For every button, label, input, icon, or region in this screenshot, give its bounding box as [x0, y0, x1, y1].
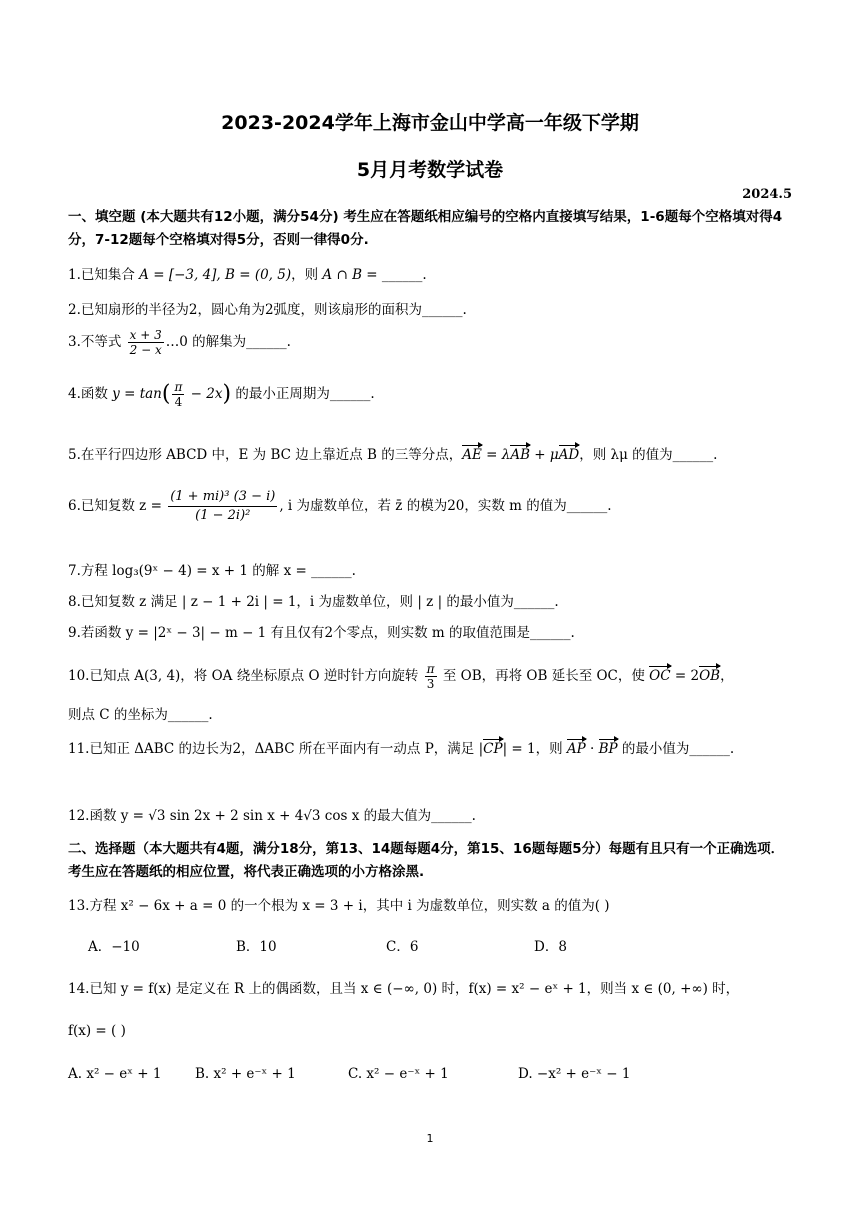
section1-heading: 一、填空题 (本大题共有12小题，满分54分) 考生应在答题纸相应编号的空格内直接填写结果，1-6题每个空格填对得4分，7-12题每个空格填对得5分，否则一律得0分.: [68, 209, 783, 248]
question-8: 8.已知复数 z 满足 | z − 1 + 2i | = 1，i 为虚数单位，则 | z | 的最小值为______.: [68, 594, 559, 610]
q13-option-d: D．8: [534, 939, 567, 955]
question-14: 14.已知 y = f(x) 是定义在 R 上的偶函数，且当 x ∈ (−∞, 0) 时，f(x) = x² − eˣ + 1，则当 x ∈ (0, +∞) 时，: [68, 981, 740, 997]
question-5: 5.在平行四边形 ABCD 中，E 为 BC 边上靠近点 B 的三等分点，AE = λAB + μAD，则 λμ 的值为______.: [68, 444, 794, 466]
exam-title-line1: 2023-2024学年上海市金山中学高一年级下学期: [221, 112, 639, 134]
exam-title-line2: 5月月考数学试卷: [356, 159, 504, 181]
page-number: 1: [426, 1132, 434, 1145]
question-13: 13.方程 x² − 6x + a = 0 的一个根为 x = 3 + i，其中 i 为虚数单位，则实数 a 的值为( ): [68, 898, 610, 914]
q13-option-b: B．10: [236, 939, 277, 955]
question-12: 12.函数 y = √3 sin 2x + 2 sin x + 4√3 cos x 的最大值为______.: [68, 808, 476, 824]
question-4: 4.函数 y = tan( $\frac{\pi}{4}$ − 2x) 的最小正周期为______.: [68, 380, 375, 409]
question-1: 1.已知集合 A = [−3, 4], B = (0, 5)，则 A ∩ B = ______.: [68, 267, 427, 283]
question-7: 7.方程 log₃(9ˣ − 4) = x + 1 的解 x = ______.: [68, 563, 356, 579]
question-10: 10.已知点 A(3, 4)，将 OA 绕坐标原点 O 逆时针方向旋转 $\frac{\pi}{3}$ 至 OB，再将 OB 延长至 OC，使 OC = 2OB，: [68, 662, 734, 691]
question-9: 9.若函数 y = |2ˣ − 3| − m − 1 有且仅有2个零点，则实数 m 的取值范围是______.: [68, 625, 575, 641]
exam-date: 2024.5: [742, 187, 792, 202]
q14-option-c: C. x² − e⁻ˣ + 1: [348, 1066, 449, 1082]
question-14-line2: f(x) = ( ): [68, 1023, 126, 1039]
q14-option-b: B. x² + e⁻ˣ + 1: [195, 1066, 296, 1082]
q13-option-c: C．6: [386, 939, 419, 955]
section2-heading: 二、选择题（本大题共有4题，满分18分，第13、14题每题4分，第15、16题每题5分）每题有且只有一个正确选项．考生应在答题纸的相应位置，将代表正确选项的小方格涂黑.: [68, 841, 785, 880]
question-3: 3.不等式 $\frac{x + 3}{2 - x}$ …0 的解集为______.: [68, 328, 291, 357]
question-10-line2: 则点 C 的坐标为______.: [68, 707, 213, 723]
question-11: 11.已知正 ΔABC 的边长为2，ΔABC 所在平面内有一动点 P，满足 |CP| = 1，则 AP · BP 的最小值为______.: [68, 738, 794, 760]
q14-option-a: A. x² − eˣ + 1: [68, 1066, 162, 1082]
question-6: 6.已知复数 z = $\frac{\text{(1 + mi)³ (3 − i)}}{\text{(1 − 2i)²}}$ , i 为虚数单位，若 z̄ 的模为20，实数 m 的值为______.: [68, 489, 612, 523]
q14-option-d: D. −x² + e⁻ˣ − 1: [518, 1066, 631, 1082]
question-2: 2.已知扇形的半径为2，圆心角为2弧度，则该扇形的面积为______.: [68, 302, 467, 318]
q13-option-a: A．−10: [88, 939, 140, 955]
